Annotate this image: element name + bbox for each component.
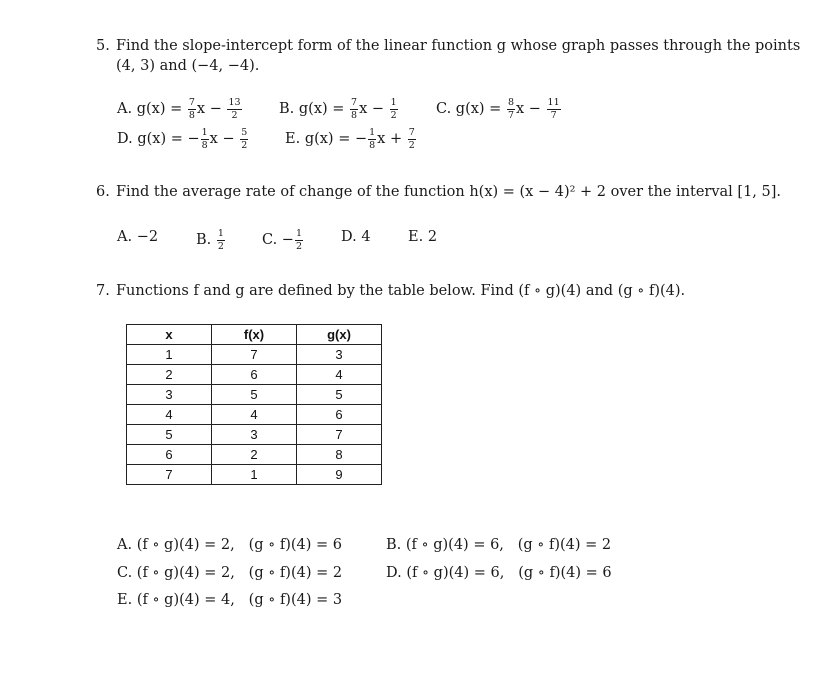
header-x: x	[127, 325, 212, 345]
q6-option-e[interactable]: E. 2	[408, 229, 438, 245]
cell-fx: 3	[212, 425, 297, 445]
q7-option-c[interactable]: C. (f ∘ g)(4) = 2, (g ∘ f)(4) = 2	[117, 565, 343, 581]
q6-option-c[interactable]: C. − $\frac{1}{2}$	[262, 228, 302, 252]
q6-option-b[interactable]: B. $\frac{1}{2}$	[196, 228, 224, 252]
q5-option-d[interactable]: D. g(x) = − $\frac{1}{8}$ x − $\frac{5}{2}$	[117, 127, 248, 151]
table-row	[127, 425, 382, 445]
q7-option-b[interactable]: B. (f ∘ g)(4) = 6, (g ∘ f)(4) = 2	[386, 537, 612, 553]
question-7-text: Functions f and g are defined by the table below. Find (f ∘ g)(4) and (g ∘ f)(4).	[116, 283, 686, 299]
table-row	[127, 385, 382, 405]
q5-option-e[interactable]: E. g(x) = − $\frac{1}{8}$ x + $\frac{7}{2}$	[285, 127, 415, 151]
cell-fx: 4	[212, 405, 297, 425]
cell-gx: 9	[297, 465, 382, 485]
q5-option-c[interactable]: C. g(x) = $\frac{8}{7}$ x − $\frac{11}{7}$	[436, 97, 560, 121]
question-5-text-line1: Find the slope-intercept form of the linear function g whose graph passes through the points	[116, 38, 801, 54]
q6-option-a[interactable]: A. −2	[117, 229, 159, 245]
table-row	[127, 465, 382, 485]
table-header-row	[127, 325, 382, 345]
question-5-text-line2: (4, 3) and (−4, −4).	[116, 58, 260, 74]
cell-x: 5	[127, 425, 212, 445]
cell-gx: 6	[297, 405, 382, 425]
cell-x: 6	[127, 445, 212, 465]
cell-fx: 6	[212, 365, 297, 385]
table-row	[127, 365, 382, 385]
cell-gx: 4	[297, 365, 382, 385]
cell-x: 1	[127, 345, 212, 365]
function-table	[126, 324, 382, 485]
question-7-number: 7.	[96, 283, 110, 299]
cell-fx: 5	[212, 385, 297, 405]
cell-x: 3	[127, 385, 212, 405]
q6-option-d[interactable]: D. 4	[341, 229, 371, 245]
cell-gx: 8	[297, 445, 382, 465]
table-row	[127, 445, 382, 465]
question-5-number: 5.	[96, 38, 110, 54]
q5-option-a[interactable]: A. g(x) = $\frac{7}{8}$ x − $\frac{13}{2}$	[117, 97, 241, 121]
cell-fx: 1	[212, 465, 297, 485]
q5-option-b[interactable]: B. g(x) = $\frac{7}{8}$ x − $\frac{1}{2}$	[279, 97, 397, 121]
q7-option-d[interactable]: D. (f ∘ g)(4) = 6, (g ∘ f)(4) = 6	[386, 565, 612, 581]
cell-gx: 7	[297, 425, 382, 445]
cell-x: 7	[127, 465, 212, 485]
header-gx: g(x)	[297, 325, 382, 345]
cell-gx: 5	[297, 385, 382, 405]
cell-x: 2	[127, 365, 212, 385]
q7-option-a[interactable]: A. (f ∘ g)(4) = 2, (g ∘ f)(4) = 6	[117, 537, 342, 553]
question-6-text: Find the average rate of change of the function h(x) = (x − 4)² + 2 over the interval [1, 5].	[116, 184, 782, 200]
table-row	[127, 345, 382, 365]
q7-option-e[interactable]: E. (f ∘ g)(4) = 4, (g ∘ f)(4) = 3	[117, 592, 343, 608]
header-fx: f(x)	[212, 325, 297, 345]
cell-x: 4	[127, 405, 212, 425]
question-6-number: 6.	[96, 184, 110, 200]
cell-fx: 7	[212, 345, 297, 365]
cell-fx: 2	[212, 445, 297, 465]
cell-gx: 3	[297, 345, 382, 365]
table-row	[127, 405, 382, 425]
